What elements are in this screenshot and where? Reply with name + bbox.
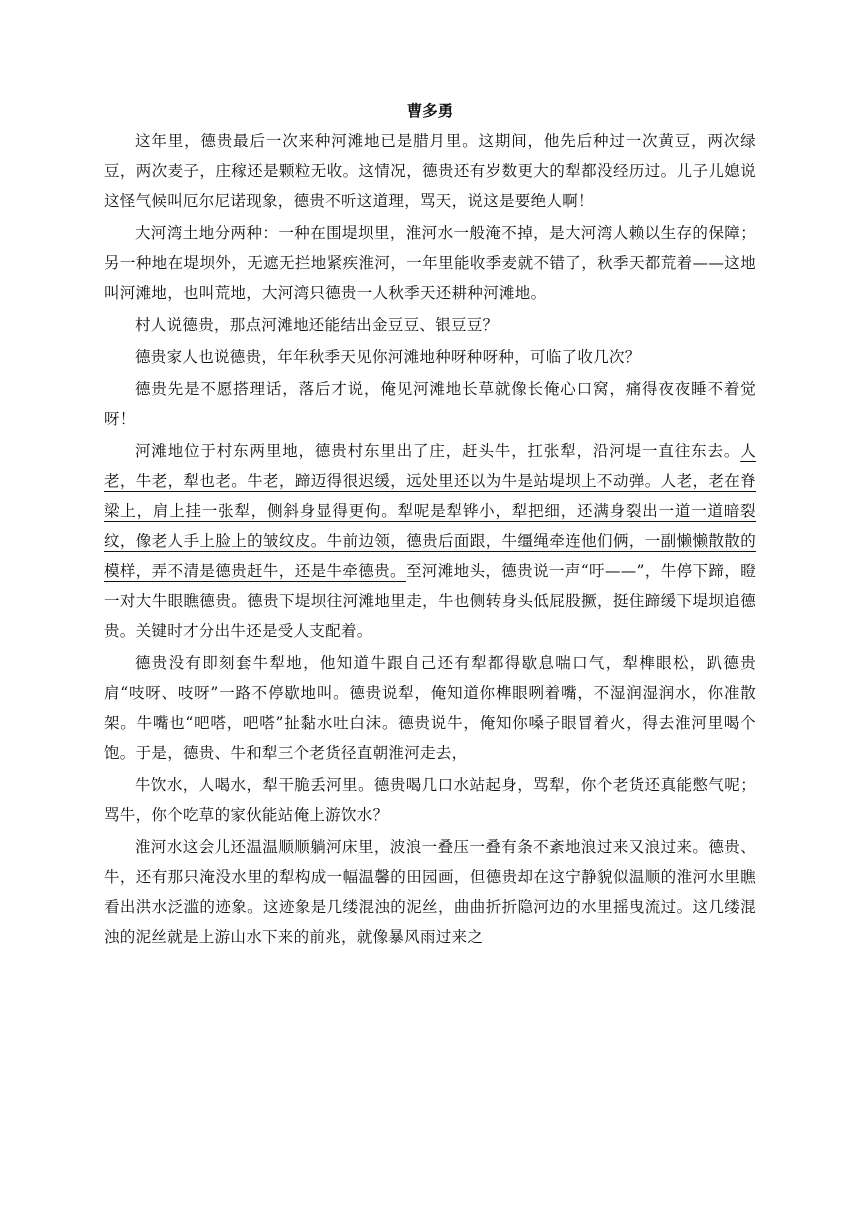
paragraph-9: 淮河水这会儿还温温顺顺躺河床里，波浪一叠压一叠有条不紊地浪过来又浪过来。德贵、牛，还有那只淹没水里的犁构成一幅温馨的田园画，但德贵却在这宁静貌似温顺的淮河水里瞧看出洪水泛滥的迹象。这迹象是几缕混浊的泥丝，曲曲折折隐河边的水里摇曳流过。这几缕混浊的泥丝就是上游山水下来的前兆，就像暴风雨过来之 (104, 838, 756, 946)
document-page (104, 96, 756, 954)
paragraph-6-lead: 河滩地位于村东两里地，德贵村东里出了庄，赶头牛，扛张犁，沿河堤一直往东去。 (135, 442, 741, 460)
paragraph-3: 村人说德贵，那点河滩地还能结出金豆豆、银豆豆？ (135, 316, 499, 334)
paragraph-8: 牛饮水，人喝水，犁干脆丢河里。德贵喝几口水站起身，骂犁，你个老货还真能憋气呢；骂牛，你个吃草的家伙能站俺上游饮水？ (104, 776, 756, 824)
paragraph-6 (104, 436, 756, 646)
paragraph-5: 德贵先是不愿搭理话，落后才说，俺见河滩地长草就像长俺心口窝，痛得夜夜睡不着觉呀！ (104, 380, 756, 428)
document-title: 曹多勇 (406, 101, 454, 120)
paragraph-4: 德贵家人也说德贵，年年秋季天见你河滩地种呀种呀种，可临了收几次？ (135, 348, 641, 366)
underlined-passage: 人老，牛老，犁也老。牛老，蹄迈得很迟缓，远处里还以为牛是站堤坝上不动弹。人老，老在脊梁上，肩上挂一张犁，侧斜身显得更佝。犁呢是犁铧小，犁把细，还满身裂出一道一道暗裂纹，像老人手上脸上的皱纹皮。牛前边领，德贵后面跟，牛缰绳牵连他们俩，一副懒懒散散的模样，弄不清是德贵赶牛，还是牛牵德贵。 (104, 442, 756, 580)
paragraph-1: 这年里，德贵最后一次来种河滩地已是腊月里。这期间，他先后种过一次黄豆，两次绿豆，两次麦子，庄稼还是颗粒无收。这情况，德贵还有岁数更大的犁都没经历过。儿子儿媳说这怪气候叫厄尔尼诺现象，德贵不听这道理，骂天，说这是要绝人啊！ (104, 132, 756, 210)
paragraph-6-tail: 至河滩地头，德贵说一声“吁——”，牛停下蹄，瞪一对大牛眼瞧德贵。德贵下堤坝往河滩地里走，牛也侧转身头低屁股撅，挺住蹄缓下堤坝追德贵。关键时才分出牛还是受人支配着。 (104, 562, 757, 640)
paragraph-7: 德贵没有即刻套牛犁地，他知道牛跟自己还有犁都得歇息喘口气，犁榫眼松，趴德贵肩“吱呀、吱呀”一路不停歇地叫。德贵说犁，俺知道你榫眼咧着嘴，不湿润湿润水，你准散架。牛嘴也“吧嗒，吧嗒”扯黏水吐白沫。德贵说牛，俺知你嗓子眼冒着火，得去淮河里喝个饱。于是，德贵、牛和犁三个老货径直朝淮河走去， (104, 654, 756, 762)
paragraph-2: 大河湾土地分两种：一种在围堤坝里，淮河水一般淹不掉，是大河湾人赖以生存的保障；另一种地在堤坝外，无遮无拦地紧疾淮河，一年里能收季麦就不错了，秋季天都荒着——这地叫河滩地，也叫荒地，大河湾只德贵一人秋季天还耕种河滩地。 (104, 224, 756, 302)
